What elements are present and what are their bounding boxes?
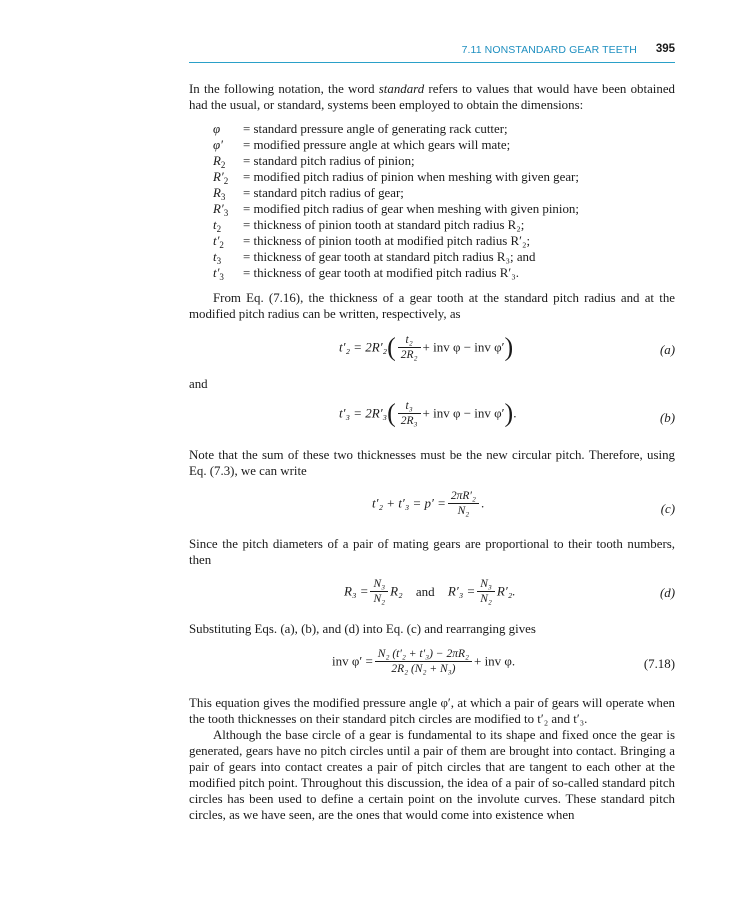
eq-b-lhs: t′₃ = 2R′₃ <box>339 405 388 421</box>
eq-a-fraction <box>398 333 421 362</box>
eq-c-label: (c) <box>660 502 675 516</box>
running-header <box>0 0 737 70</box>
paragraph-note: Note that the sum of these two thicknesses must be the new circular pitch. Therefore, using Eq. (7.3), we can write <box>189 448 675 478</box>
eq-d-denominator-1: N₂ <box>373 593 386 605</box>
notation-item <box>213 201 673 217</box>
section-title: 7.11 NONSTANDARD GEAR TEETH <box>461 44 637 56</box>
eq-718-fraction <box>375 647 472 676</box>
eq-d-fraction-1 <box>370 577 388 606</box>
equation-b-body <box>339 399 516 428</box>
eq-c-period: . <box>480 495 485 511</box>
paragraph-from-eq: From Eq. (7.16), the thickness of a gear tooth at the standard pitch radius and at the modified pitch radius can be written, respectively, as <box>189 291 675 321</box>
eq-d-numerator-2: N₃ <box>477 577 495 592</box>
eq-d-denominator-2: N₂ <box>480 593 492 605</box>
paragraph-substituting: Substituting Eqs. (a), (b), and (d) into Eq. (c) and rearranging gives <box>189 622 536 636</box>
eq-a-lhs: t′₂ = 2R′₂ <box>339 339 388 355</box>
eq-b-numerator: t₃ <box>398 399 421 414</box>
eq-b-label: (b) <box>659 411 675 425</box>
eq-d-numerator-1: N₃ <box>370 577 388 592</box>
equation-d-body <box>344 577 515 606</box>
eq-c-numerator: 2πR′₂ <box>448 489 479 504</box>
notation-list <box>213 121 673 281</box>
eq-718-denominator: 2R₂ (N₂ + N₃) <box>391 663 456 675</box>
eq-c-lhs: t′₂ + t′₃ = p′ = <box>372 495 446 511</box>
eq-a-rest: + inv φ − inv φ′ <box>422 339 505 355</box>
notation-definition: = standard pressure angle of generating rack cutter; <box>243 122 508 136</box>
paragraph-although: Although the base circle of a gear is fundamental to its shape and fixed once the gear is generated, gears have no pitch circles until a pair of them are brought into contact. Bringing a pair of gears into contact creates a pair of pitch circles that are tangent to each other at the modified pitch point. Throughout this discussion, the idea of a pair of so-called standard pitch circles has been used to define a certain point on the involute curves. These standard pitch circles, as we have seen, are the ones that would come into existence when <box>189 728 675 822</box>
notation-symbol: $t'_2$ <box>213 234 224 250</box>
eq-a-denominator: 2R₂ <box>400 349 418 361</box>
page-number: 395 <box>655 43 675 55</box>
notation-symbol: $t_2$ <box>213 218 222 234</box>
notation-item <box>213 233 673 249</box>
notation-item <box>213 121 673 137</box>
notation-definition: = modified pressure angle at which gears will mate; <box>243 138 511 152</box>
notation-symbol: $R'_2$ <box>213 170 229 186</box>
notation-definition: = thickness of pinion tooth at modified pitch radius R′₂; <box>243 234 531 248</box>
eq-718-lhs: inv φ′ = <box>332 653 373 669</box>
notation-item <box>213 217 673 233</box>
right-paren-icon: ) <box>504 332 514 362</box>
eq-d-rhs-1: R₂ <box>390 583 403 599</box>
notation-symbol: $t_3$ <box>213 250 222 266</box>
notation-definition: = thickness of gear tooth at modified pitch radius R′₃. <box>243 266 519 280</box>
eq-b-denominator: 2R₃ <box>400 415 418 427</box>
eq-c-denominator: N₂ <box>457 505 470 517</box>
eq-d-lhs-1: R₃ = <box>344 583 369 599</box>
equation-7-18 <box>189 647 675 689</box>
header-rule <box>189 62 675 63</box>
equation-d <box>189 577 675 617</box>
notation-item <box>213 169 673 185</box>
eq-c-fraction <box>448 489 479 518</box>
eq-a-numerator: t₂ <box>398 333 421 348</box>
notation-symbol: $R_2$ <box>213 154 226 170</box>
equation-7-18-body <box>332 647 515 676</box>
notation-symbol: $R_3$ <box>213 186 226 202</box>
left-paren-icon: ( <box>387 332 396 362</box>
notation-symbol: $R'_3$ <box>213 202 229 218</box>
eq-a-label: (a) <box>659 343 675 357</box>
eq-718-label: (7.18) <box>643 657 675 671</box>
eq-b-period: . <box>513 405 517 421</box>
eq-d-fraction-2 <box>477 577 495 606</box>
eq-718-numerator: N₂ (t′₂ + t′₃) − 2πR₂ <box>375 647 472 662</box>
notation-item <box>213 185 673 201</box>
notation-symbol: φ′ <box>213 138 223 152</box>
eq-d-rhs-2: R′₂. <box>496 583 516 599</box>
notation-symbol: φ <box>213 122 221 136</box>
notation-definition: = standard pitch radius of pinion; <box>243 154 415 168</box>
right-paren-icon: ) <box>504 398 514 428</box>
equation-b <box>189 399 675 439</box>
eq-d-lhs-2: R′₃ = <box>447 583 476 599</box>
equation-c <box>189 489 675 529</box>
equation-a-body <box>339 333 513 362</box>
notation-item <box>213 249 673 265</box>
notation-definition: = modified pitch radius of pinion when meshing with given gear; <box>243 170 579 184</box>
eq-d-and: and <box>415 583 435 599</box>
notation-item <box>213 265 673 281</box>
notation-definition: = thickness of gear tooth at standard pitch radius R₃; and <box>243 250 536 264</box>
word-and: and <box>189 377 208 391</box>
notation-definition: = standard pitch radius of gear; <box>243 186 404 200</box>
paragraph-this-equation: This equation gives the modified pressure angle φ′, at which a pair of gears will operate when the tooth thicknesses on their standard pitch circles are modified to t′₂ and t′₃. <box>189 696 675 726</box>
standard-word: standard <box>378 82 425 96</box>
notation-symbol: $t'_3$ <box>213 266 224 282</box>
equation-a <box>189 333 675 373</box>
paragraph-since: Since the pitch diameters of a pair of mating gears are proportional to their tooth numbers, then <box>189 537 675 567</box>
notation-item <box>213 153 673 169</box>
intro-paragraph: In the following notation, the word standard refers to values that would have been obtained had the usual, or standard, systems been employed to obtain the dimensions: <box>189 82 675 112</box>
eq-b-fraction <box>398 399 421 428</box>
notation-definition: = thickness of pinion tooth at standard pitch radius R₂; <box>243 218 525 232</box>
eq-d-label: (d) <box>659 586 675 600</box>
equation-c-body <box>372 489 484 518</box>
notation-item <box>213 137 673 153</box>
eq-b-rest: + inv φ − inv φ′ <box>422 405 505 421</box>
eq-718-rest: + inv φ. <box>473 653 516 669</box>
notation-definition: = modified pitch radius of gear when meshing with given pinion; <box>243 202 579 216</box>
left-paren-icon: ( <box>387 398 396 428</box>
